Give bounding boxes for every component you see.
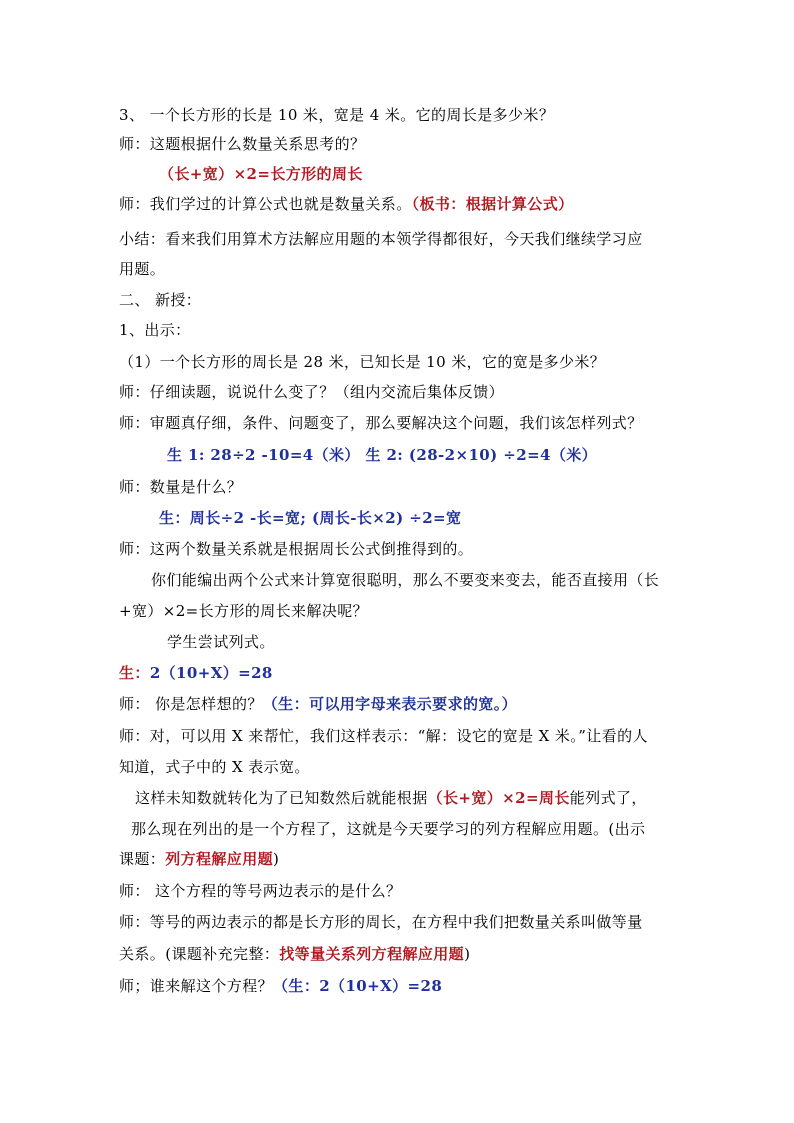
text-segment: （生：	[273, 977, 320, 995]
text-segment: 师： 这个方程的等号两边表示的是什么？	[119, 882, 402, 900]
text-line	[167, 632, 275, 652]
text-line	[119, 976, 442, 996]
text-segment: 师： 你是怎样想的？	[119, 695, 263, 713]
text-segment: 课题：	[119, 850, 166, 868]
text-line	[119, 539, 473, 559]
text-segment: 生：	[119, 664, 150, 682]
text-segment: （板书：根据计算公式）	[411, 195, 574, 213]
text-segment: 你们能编出两个公式来计算宽很聪明，那么不要变来变去，能否直接用（长	[151, 571, 660, 589]
text-line	[119, 194, 574, 214]
text-line	[119, 290, 201, 310]
text-line	[119, 849, 279, 869]
text-segment: （生：可以用字母来表示要求的宽。）	[262, 695, 518, 713]
text-line	[135, 788, 647, 808]
text-segment: 这样未知数就转化为了已知数然后就能根据	[135, 789, 428, 807]
text-segment: 3、 一个长方形的长是 10 米，宽是 4 米。它的周长是多少米？	[119, 106, 555, 124]
text-line	[131, 819, 645, 839]
text-line	[119, 663, 273, 683]
text-line	[119, 694, 517, 714]
text-segment: 那么现在列出的是一个方程了，这就是今天要学习的列方程解应用题。(出示	[131, 820, 646, 838]
text-segment: 用题。	[119, 260, 166, 278]
text-line	[119, 413, 643, 433]
text-segment: 师：我们学过的计算公式也就是数量关系。	[119, 195, 412, 213]
text-line	[119, 881, 401, 901]
text-segment: 师；谁来解这个方程？	[119, 977, 274, 995]
text-segment: 师：仔细读题，说说什么变了？（组内交流后集体反馈）	[119, 383, 505, 401]
text-segment: 2（10+X）=28	[149, 664, 273, 682]
text-line	[119, 320, 191, 340]
text-segment: 小结：看来我们用算术方法解应用题的本领学得都很好，今天我们继续学习应	[119, 230, 643, 248]
text-segment: 列方程解应用题	[165, 850, 274, 868]
text-segment: 师：这两个数量关系就是根据周长公式倒推得到的。	[119, 540, 474, 558]
text-line	[119, 352, 605, 372]
text-line	[159, 164, 363, 184]
text-segment: 师：这题根据什么数量关系思考的？	[119, 135, 366, 153]
text-segment: 师：数量是什么？	[119, 478, 243, 496]
text-segment: 能列式了，	[569, 789, 647, 807]
text-line	[159, 508, 461, 528]
text-line	[119, 601, 368, 621]
text-segment: （长+宽）×2=周长	[427, 789, 570, 807]
text-line	[151, 570, 659, 590]
text-segment: 师：审题真仔细，条件、问题变了，那么要解决这个问题，我们该怎样列式？	[119, 414, 643, 432]
text-line	[119, 105, 554, 125]
text-segment: 知道，式子中的 X 表示宽。	[119, 758, 310, 776]
text-segment: 生：周长÷2 -长=宽; (周长-长×2) ÷2=宽	[159, 509, 462, 527]
text-line	[119, 477, 242, 497]
text-segment: 2（10+X）=28	[319, 977, 443, 995]
text-line	[167, 445, 597, 465]
text-segment: （长+宽）×2=长方形的周长	[159, 165, 363, 183]
text-line	[119, 382, 504, 402]
text-line	[119, 726, 648, 746]
text-segment: 找等量关系列方程解应用题	[279, 945, 465, 963]
text-segment: 二、 新授：	[119, 291, 202, 309]
text-segment: 1、出示：	[119, 321, 191, 339]
text-segment: （1）一个长方形的周长是 28 米，已知长是 10 米，它的宽是多少米？	[119, 353, 606, 371]
text-segment: 师：等号的两边表示的都是长方形的周长，在方程中我们把数量关系叫做等量	[119, 913, 643, 931]
text-line	[119, 757, 310, 777]
text-segment: 关系。(课题补充完整：	[119, 945, 280, 963]
text-line	[119, 259, 165, 279]
text-line	[119, 229, 643, 249]
text-line	[119, 912, 643, 932]
text-segment: )	[464, 945, 471, 963]
text-line	[119, 134, 365, 154]
text-segment: +宽）×2=长方形的周长来解决呢？	[119, 602, 369, 620]
text-segment: 生 1: 28÷2 -10=4（米） 生 2: (28-2×10) ÷2=4（米）	[167, 446, 598, 464]
text-segment: 师：对，可以用 X 来帮忙，我们这样表示：“解：设它的宽是 X 米。”让看的人	[119, 727, 648, 745]
text-segment: 学生尝试列式。	[167, 633, 275, 651]
text-line	[119, 944, 470, 964]
text-segment: )	[273, 850, 280, 868]
